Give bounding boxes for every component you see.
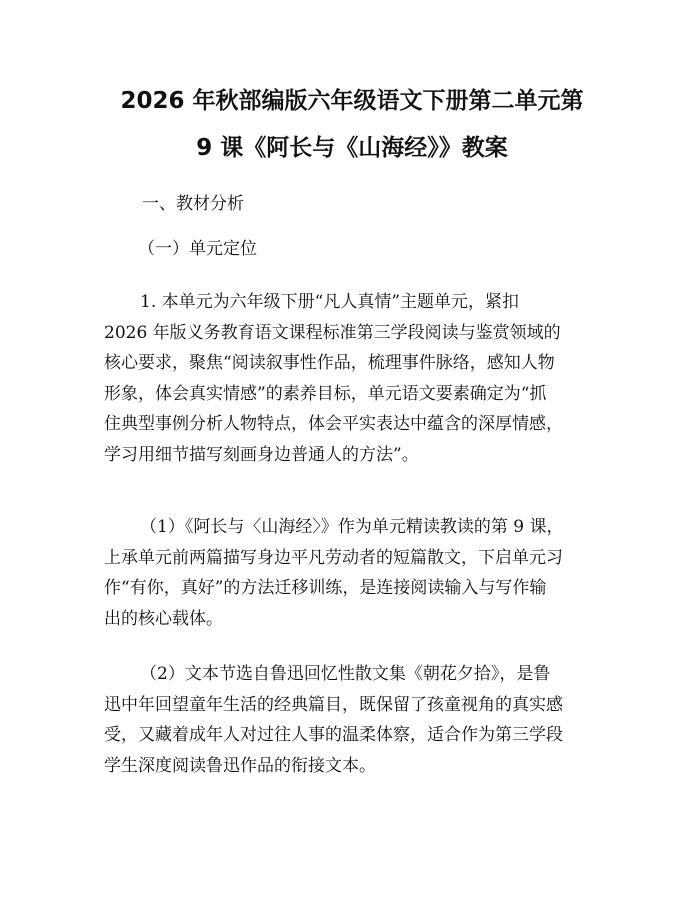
section-heading: 一、教材分析 xyxy=(142,194,244,214)
paragraph-line: 学生深度阅读鲁迅作品的衔接文本。 xyxy=(104,755,376,776)
paragraph-line: 住典型事例分析人物特点，体会平实表达中蕴含的深厚情感， xyxy=(104,414,563,434)
paragraph-line: 核心要求，聚焦“阅读叙事性作品，梳理事件脉络，感知人物 xyxy=(104,353,555,373)
paragraph-lesson-role xyxy=(104,512,604,634)
document-title-line-2: 9 课《阿长与《山海经》》教案 xyxy=(196,135,508,161)
paragraph-unit-positioning xyxy=(104,287,604,470)
paragraph-line: 迅中年回望童年生活的经典篇目，既保留了孩童视角的真实感 xyxy=(104,694,563,715)
paragraph-line: 出的核心载体。 xyxy=(104,608,223,629)
document-title-line-1: 2026 年秋部编版六年级语文下册第二单元第 xyxy=(120,88,584,114)
paragraph-text-source xyxy=(104,659,604,781)
paragraph-line: 2026 年版义务教育语文课程标准第三学段阅读与鉴赏领域的 xyxy=(104,322,561,343)
paragraph-line: 受，又藏着成年人对过往人事的温柔体察，适合作为第三学段 xyxy=(104,725,563,745)
paragraph-line: 上承单元前两篇描写身边平凡劳动者的短篇散文，下启单元习 xyxy=(104,547,563,568)
paragraph-line: 作“有你，真好”的方法迁移训练，是连接阅读输入与写作输 xyxy=(104,578,547,598)
paragraph-line: （2）文本节选自鲁迅回忆性散文集《朝花夕拾》，是鲁 xyxy=(140,664,551,684)
paragraph-line: 形象，体会真实情感”的素养目标，单元语文要素确定为“抓 xyxy=(104,383,547,404)
paragraph-line: 学习用细节描写刻画身边普通人的方法”。 xyxy=(104,444,419,465)
subsection-heading: （一）单元定位 xyxy=(138,239,257,259)
paragraph-line: （1）《阿长与〈山海经〉》作为单元精读教读的第 9 课， xyxy=(140,517,564,537)
paragraph-line: 1. 本单元为六年级下册“凡人真情”主题单元，紧扣 xyxy=(140,292,520,312)
